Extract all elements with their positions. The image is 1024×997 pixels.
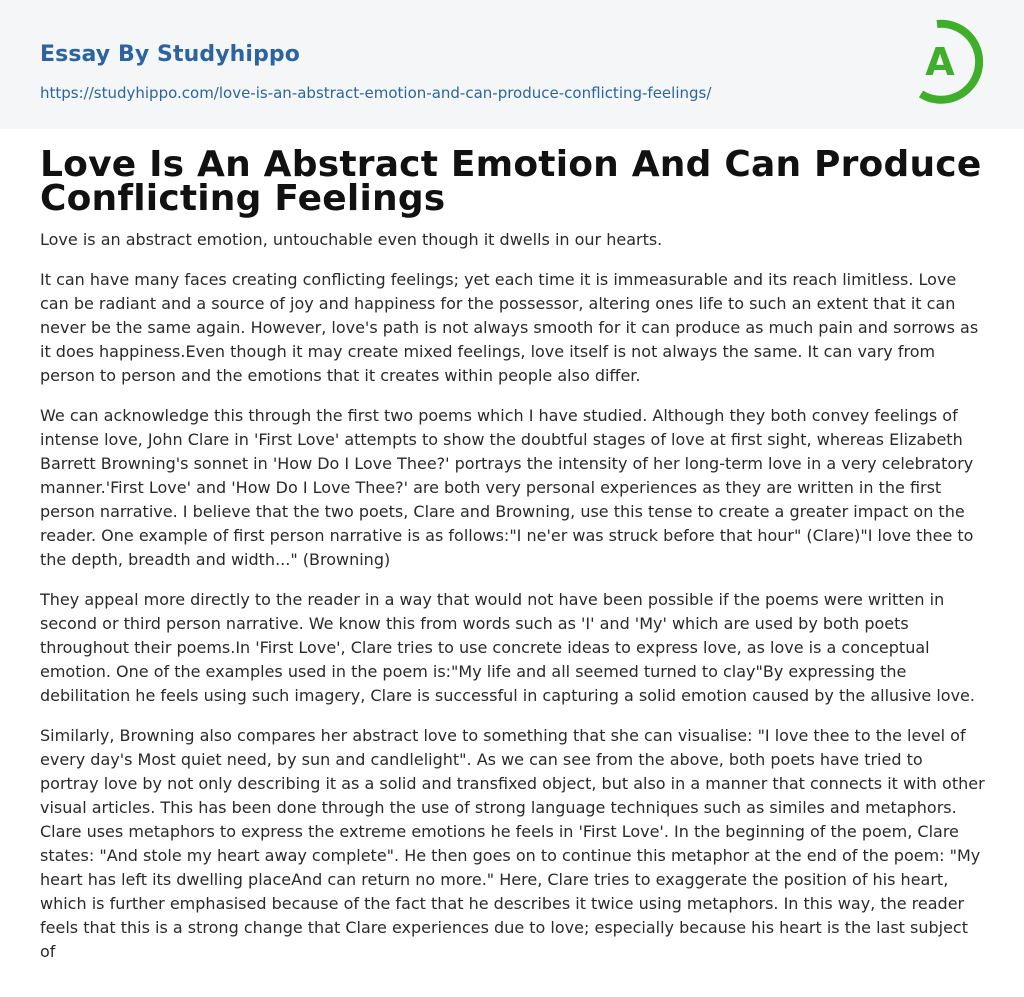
essay-url-link[interactable]: https://studyhippo.com/love-is-an-abstract-emotion-and-can-produce-conflicting-feelings/ <box>40 84 712 102</box>
article-title: Love Is An Abstract Emotion And Can Produce Conflicting Feelings <box>40 144 982 219</box>
article-paragraph: They appeal more directly to the reader in a way that would not have been possible if the poems were written in second or third person narrative. We know this from words such as 'I' and 'My' which are used by both poets throughout their poems.In 'First Love', Clare tries to use concrete ideas to express love, as love is a conceptual emotion. One of the examples used in the poem is:"My life and all seemed turned to clay"By expressing the debilitation he feels using such imagery, Clare is successful in capturing a solid emotion caused by the allusive love. <box>40 590 975 705</box>
article <box>40 144 986 980</box>
site-brand[interactable]: Essay By Studyhippo <box>40 42 300 67</box>
article-paragraph: We can acknowledge this through the first two poems which I have studied. Although they both convey feelings of intense love, John Clare in 'First Love' attempts to show the doubtful stages of love at first sight, whereas Elizabeth Barrett Browning's sonnet in 'How Do I Love Thee?' portrays the intensity of her long-term love in a very celebratory manner.'First Love' and 'How Do I Love Thee?' are both very personal experiences as they are written in the first person narrative. I believe that the two poets, Clare and Browning, use this tense to create a greater impact on the reader. One example of first person narrative is as follows:"I ne'er was struck before that hour" (Clare)"I love thee to the depth, breadth and width..." (Browning) <box>40 406 974 569</box>
studyhippo-logo-icon[interactable] <box>907 18 989 106</box>
article-paragraph: It can have many faces creating conflicting feelings; yet each time it is immeasurable and its reach limitless. Love can be radiant and a source of joy and happiness for the possessor, altering ones life to such an extent that it can never be the same again. However, love's path is not always smooth for it can produce as much pain and sorrows as it does happiness.Even though it may create mixed feelings, love itself is not always the same. It can vary from person to person and the emotions that it creates within people also differ. <box>40 270 979 385</box>
logo-letter: A <box>925 40 955 84</box>
page-header <box>0 0 1024 129</box>
article-paragraph: Love is an abstract emotion, untouchable even though it dwells in our hearts. <box>40 230 663 249</box>
article-paragraph: Similarly, Browning also compares her abstract love to something that she can visualise: "I love thee to the level of every day's Most quiet need, by sun and candlelight". As we can see from the above, both poets have tried to portray love by not only describing it as a solid and transfixed object, but also in a manner that connects it with other visual articles. This has been done through the use of strong language techniques such as similes and metaphors. Clare uses metaphors to express the extreme emotions he feels in 'First Love'. In the beginning of the poem, Clare states: "And stole my heart away complete". He then goes on to continue this metaphor at the end of the poem: "My heart has left its dwelling placeAnd can return no more." Here, Clare tries to exaggerate the position of his heart, which is further emphasised because of the fact that he describes it twice using metaphors. In this way, the reader feels that this is a strong change that Clare experiences due to love; especially because his heart is the last subject of <box>40 726 985 961</box>
